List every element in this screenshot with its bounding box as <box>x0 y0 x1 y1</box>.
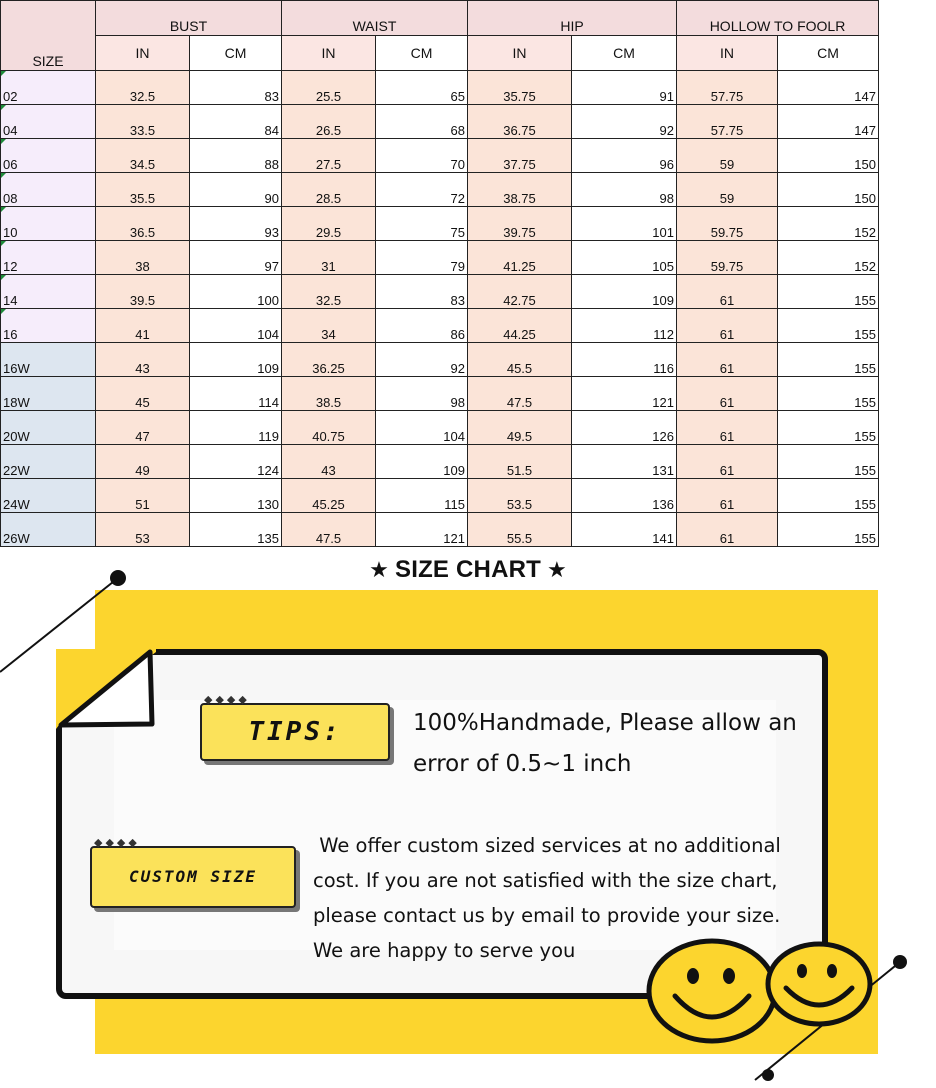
cm-value-cell: 114 <box>190 377 282 411</box>
inch-value-cell: 55.5 <box>468 513 572 547</box>
size-cell: 02 <box>1 71 96 105</box>
inch-value-cell: 45.25 <box>282 479 376 513</box>
inch-value-cell: 61 <box>677 275 778 309</box>
cm-value-cell: 93 <box>190 207 282 241</box>
cm-value-cell: 88 <box>190 139 282 173</box>
inch-value-cell: 57.75 <box>677 105 778 139</box>
cm-value-cell: 152 <box>778 241 879 275</box>
inch-value-cell: 31 <box>282 241 376 275</box>
cm-value-cell: 116 <box>572 343 677 377</box>
cm-value-cell: 91 <box>572 71 677 105</box>
cm-value-cell: 155 <box>778 309 879 343</box>
inch-value-cell: 47.5 <box>282 513 376 547</box>
cm-value-cell: 115 <box>376 479 468 513</box>
inch-value-cell: 25.5 <box>282 71 376 105</box>
bust-group-header: BUST <box>96 1 282 36</box>
decorative-dots-icon: ◆◆◆◆ <box>204 694 250 706</box>
size-chart-title-text: SIZE CHART <box>395 556 541 583</box>
cm-value-cell: 155 <box>778 513 879 547</box>
tips-label: TIPS: <box>248 717 342 747</box>
cm-value-cell: 155 <box>778 411 879 445</box>
cm-value-cell: 155 <box>778 445 879 479</box>
inch-value-cell: 42.75 <box>468 275 572 309</box>
cm-value-cell: 104 <box>376 411 468 445</box>
hollow-to-floor-group-header: HOLLOW TO FOOLR <box>677 1 879 36</box>
inch-value-cell: 36.5 <box>96 207 190 241</box>
cm-value-cell: 104 <box>190 309 282 343</box>
inch-value-cell: 38.5 <box>282 377 376 411</box>
cm-value-cell: 84 <box>190 105 282 139</box>
size-cell: 08 <box>1 173 96 207</box>
cm-value-cell: 155 <box>778 275 879 309</box>
cm-value-cell: 131 <box>572 445 677 479</box>
inch-value-cell: 41 <box>96 309 190 343</box>
size-column-header: SIZE <box>1 1 96 71</box>
unit-header-in: IN <box>96 36 190 71</box>
waist-group-header: WAIST <box>282 1 468 36</box>
inch-value-cell: 28.5 <box>282 173 376 207</box>
inch-value-cell: 35.5 <box>96 173 190 207</box>
custom-size-text-line: please contact us by email to provide your size. <box>313 904 781 927</box>
size-cell: 20W <box>1 411 96 445</box>
unit-header-cm: CM <box>572 36 677 71</box>
inch-value-cell: 61 <box>677 513 778 547</box>
cm-value-cell: 155 <box>778 377 879 411</box>
unit-header-in: IN <box>677 36 778 71</box>
inch-value-cell: 29.5 <box>282 207 376 241</box>
inch-value-cell: 39.75 <box>468 207 572 241</box>
cm-value-cell: 150 <box>778 173 879 207</box>
cm-value-cell: 83 <box>376 275 468 309</box>
tips-text-line: error of 0.5~1 inch <box>413 751 632 777</box>
cm-value-cell: 155 <box>778 343 879 377</box>
page-corner-fold-icon <box>56 649 156 729</box>
inch-value-cell: 61 <box>677 309 778 343</box>
inch-value-cell: 59.75 <box>677 241 778 275</box>
inch-value-cell: 43 <box>282 445 376 479</box>
inch-value-cell: 51.5 <box>468 445 572 479</box>
cm-value-cell: 98 <box>376 377 468 411</box>
cm-value-cell: 105 <box>572 241 677 275</box>
inch-value-cell: 61 <box>677 445 778 479</box>
inch-value-cell: 41.25 <box>468 241 572 275</box>
cm-value-cell: 121 <box>572 377 677 411</box>
cm-value-cell: 98 <box>572 173 677 207</box>
hip-group-header: HIP <box>468 1 677 36</box>
unit-header-cm: CM <box>190 36 282 71</box>
cm-value-cell: 147 <box>778 71 879 105</box>
cm-value-cell: 92 <box>572 105 677 139</box>
inch-value-cell: 59 <box>677 139 778 173</box>
custom-size-text-line: We are happy to serve you <box>313 939 576 962</box>
size-cell: 12 <box>1 241 96 275</box>
inch-value-cell: 38.75 <box>468 173 572 207</box>
cm-value-cell: 147 <box>778 105 879 139</box>
smiley-face-icon <box>645 938 779 1044</box>
custom-size-label: CUSTOM SIZE <box>129 867 257 886</box>
inch-value-cell: 53.5 <box>468 479 572 513</box>
cm-value-cell: 124 <box>190 445 282 479</box>
cm-value-cell: 112 <box>572 309 677 343</box>
inch-value-cell: 61 <box>677 411 778 445</box>
cm-value-cell: 141 <box>572 513 677 547</box>
cm-value-cell: 152 <box>778 207 879 241</box>
size-cell: 14 <box>1 275 96 309</box>
inch-value-cell: 51 <box>96 479 190 513</box>
cm-value-cell: 136 <box>572 479 677 513</box>
inch-value-cell: 35.75 <box>468 71 572 105</box>
unit-header-cm: CM <box>778 36 879 71</box>
inch-value-cell: 59.75 <box>677 207 778 241</box>
size-cell: 26W <box>1 513 96 547</box>
tips-text-line: 100%Handmade, Please allow an <box>413 710 797 736</box>
size-cell: 24W <box>1 479 96 513</box>
cm-value-cell: 90 <box>190 173 282 207</box>
inch-value-cell: 44.25 <box>468 309 572 343</box>
inch-value-cell: 38 <box>96 241 190 275</box>
cm-value-cell: 72 <box>376 173 468 207</box>
inch-value-cell: 61 <box>677 343 778 377</box>
unit-header-in: IN <box>282 36 376 71</box>
cm-value-cell: 150 <box>778 139 879 173</box>
inch-value-cell: 39.5 <box>96 275 190 309</box>
tips-text <box>413 703 813 785</box>
inch-value-cell: 36.75 <box>468 105 572 139</box>
unit-header-in: IN <box>468 36 572 71</box>
cm-value-cell: 100 <box>190 275 282 309</box>
inch-value-cell: 45.5 <box>468 343 572 377</box>
star-icon: ★ <box>369 557 389 582</box>
custom-size-label-box <box>90 837 296 908</box>
size-cell: 06 <box>1 139 96 173</box>
cm-value-cell: 109 <box>376 445 468 479</box>
size-cell: 16 <box>1 309 96 343</box>
tips-label-box <box>200 694 390 761</box>
cm-value-cell: 101 <box>572 207 677 241</box>
inch-value-cell: 57.75 <box>677 71 778 105</box>
inch-value-cell: 53 <box>96 513 190 547</box>
inch-value-cell: 45 <box>96 377 190 411</box>
cm-value-cell: 70 <box>376 139 468 173</box>
size-cell: 22W <box>1 445 96 479</box>
unit-header-cm: CM <box>376 36 468 71</box>
decorative-dots-icon: ◆◆◆◆ <box>94 837 140 849</box>
cm-value-cell: 79 <box>376 241 468 275</box>
inch-value-cell: 34 <box>282 309 376 343</box>
custom-size-text-line: cost. If you are not satisfied with the size chart, <box>313 869 778 892</box>
inch-value-cell: 49 <box>96 445 190 479</box>
inch-value-cell: 32.5 <box>282 275 376 309</box>
cm-value-cell: 68 <box>376 105 468 139</box>
inch-value-cell: 36.25 <box>282 343 376 377</box>
cm-value-cell: 109 <box>572 275 677 309</box>
inch-value-cell: 37.75 <box>468 139 572 173</box>
cm-value-cell: 135 <box>190 513 282 547</box>
cm-value-cell: 83 <box>190 71 282 105</box>
cm-value-cell: 130 <box>190 479 282 513</box>
custom-size-text-line: We offer custom sized services at no additional <box>313 834 781 857</box>
inch-value-cell: 26.5 <box>282 105 376 139</box>
cm-value-cell: 65 <box>376 71 468 105</box>
inch-value-cell: 43 <box>96 343 190 377</box>
inch-value-cell: 27.5 <box>282 139 376 173</box>
cm-value-cell: 155 <box>778 479 879 513</box>
cm-value-cell: 109 <box>190 343 282 377</box>
cm-value-cell: 126 <box>572 411 677 445</box>
cm-value-cell: 96 <box>572 139 677 173</box>
cm-value-cell: 92 <box>376 343 468 377</box>
size-cell: 18W <box>1 377 96 411</box>
size-cell: 16W <box>1 343 96 377</box>
inch-value-cell: 34.5 <box>96 139 190 173</box>
cm-value-cell: 97 <box>190 241 282 275</box>
size-cell: 10 <box>1 207 96 241</box>
inch-value-cell: 59 <box>677 173 778 207</box>
inch-value-cell: 40.75 <box>282 411 376 445</box>
cm-value-cell: 121 <box>376 513 468 547</box>
cm-value-cell: 86 <box>376 309 468 343</box>
inch-value-cell: 33.5 <box>96 105 190 139</box>
inch-value-cell: 47 <box>96 411 190 445</box>
inch-value-cell: 49.5 <box>468 411 572 445</box>
cm-value-cell: 119 <box>190 411 282 445</box>
smiley-face-icon <box>764 940 874 1028</box>
inch-value-cell: 61 <box>677 479 778 513</box>
inch-value-cell: 47.5 <box>468 377 572 411</box>
cm-value-cell: 75 <box>376 207 468 241</box>
inch-value-cell: 32.5 <box>96 71 190 105</box>
star-icon: ★ <box>547 557 567 582</box>
inch-value-cell: 61 <box>677 377 778 411</box>
size-cell: 04 <box>1 105 96 139</box>
